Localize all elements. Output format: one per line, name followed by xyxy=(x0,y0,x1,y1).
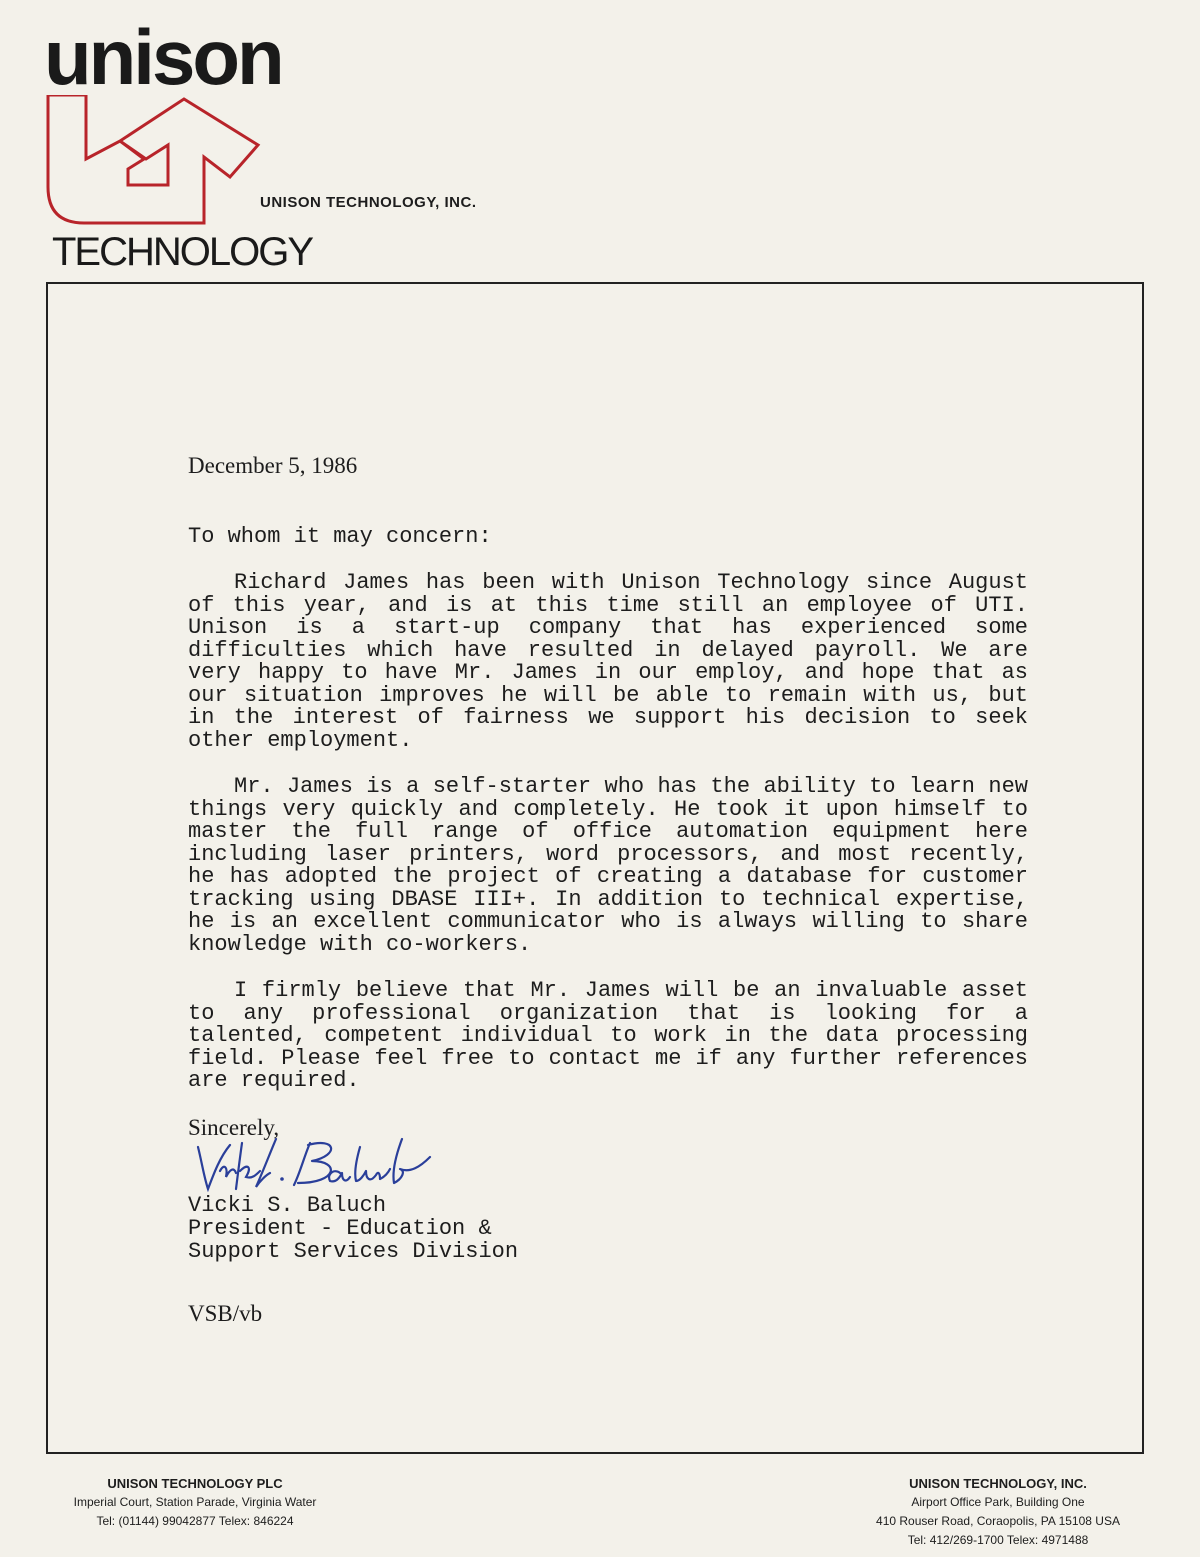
footer-us-name: UNISON TECHNOLOGY, INC. xyxy=(909,1476,1087,1491)
letter-paragraph: I firmly believe that Mr. James will be an invaluable asset to any professional organization that is looking for a talented, competent individual to work in the data processing field. Please feel free to contact me if any further references are required. xyxy=(188,978,1028,1093)
logo-technology-text: TECHNOLOGY xyxy=(52,230,313,274)
footer-us-address-1: Airport Office Park, Building One xyxy=(911,1495,1085,1509)
footer-uk-office xyxy=(40,1474,350,1531)
signature xyxy=(190,1133,450,1193)
letter-salutation: To whom it may concern: xyxy=(188,523,492,549)
signer-division: Support Services Division xyxy=(188,1238,519,1264)
footer-uk-phone: Tel: (01144) 99042877 Telex: 846224 xyxy=(96,1514,294,1528)
letter-closing: Sincerely, xyxy=(188,1114,280,1140)
letter-date: December 5, 1986 xyxy=(188,453,358,478)
typist-initials: VSB/vb xyxy=(188,1300,263,1326)
footer-us-address-2: 410 Rouser Road, Coraopolis, PA 15108 USA xyxy=(876,1514,1120,1528)
company-header: UNISON TECHNOLOGY, INC. xyxy=(260,194,477,211)
letter-paragraph: Mr. James is a self-starter who has the ability to learn new things very quickly and completely. He took it upon himself to master the full range of office automation equipment here including laser printers, word processors, and most recently, he has adopted the project of creating a database for customer tracking using DBASE III+. In addition to technical expertise, he is an excellent communicator who is always willing to share knowledge with co-workers. xyxy=(188,774,1028,957)
letter-body xyxy=(188,455,1028,1325)
signer-name: Vicki S. Baluch xyxy=(188,1192,387,1218)
signer-title: President - Education & xyxy=(188,1215,492,1241)
footer-us-office xyxy=(848,1474,1148,1550)
logo-house-mark-icon xyxy=(44,95,264,235)
footer-uk-name: UNISON TECHNOLOGY PLC xyxy=(107,1476,283,1491)
footer-us-phone: Tel: 412/269-1700 Telex: 4971488 xyxy=(907,1533,1089,1547)
logo-wordmark: unison xyxy=(44,13,282,101)
letter-paragraph: Richard James has been with Unison Technology since August of this year, and is at this time still an employee of UTI. Unison is a start-up company that has experienced some difficulties which have resulted in delayed payroll. We are very happy to have Mr. James in our employ, and hope that as our situation improves he will be able to remain with us, but in the interest of fairness we support his decision to seek other employment. xyxy=(188,570,1028,753)
footer-uk-address: Imperial Court, Station Parade, Virginia Water xyxy=(73,1495,317,1509)
